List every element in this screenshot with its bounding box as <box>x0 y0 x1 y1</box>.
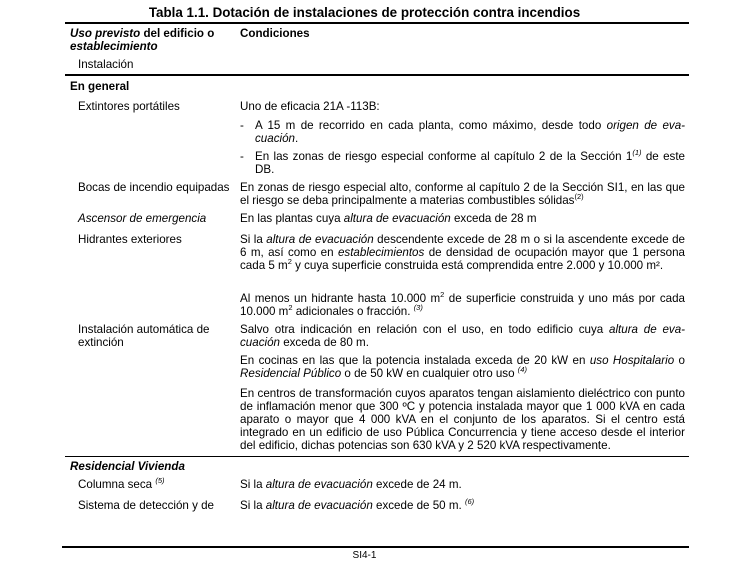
row-ascensor-label: Ascensor de emergencia <box>78 212 207 225</box>
row-deteccion-label: Sistema de detección y de <box>78 499 214 512</box>
footnote-ref[interactable]: (2) <box>574 192 584 201</box>
text: En cocinas en las que la potencia instalada exceda de 20 kW en <box>240 354 590 367</box>
header-col1 <box>70 27 235 53</box>
row-extintores-label: Extintores portátiles <box>78 100 180 113</box>
row-bocas-label: Bocas de incendio equipadas <box>78 181 230 194</box>
footnote-ref[interactable]: (5) <box>155 476 165 485</box>
text: excede de 24 m. <box>372 478 462 491</box>
row-extintores-intro: Uno de eficacia 21A -113B: <box>240 100 380 113</box>
header-establecimiento: establecimiento <box>70 40 158 53</box>
row-extincion-p1 <box>240 323 685 349</box>
term-altura-evacuacion: altura de evacuación <box>343 212 451 225</box>
text: de densidad de ocupación mayor que 1 persona cada 5 m <box>240 246 685 272</box>
text: descendente excede de 28 m o si la ascendente excede de 6 m, así como en <box>240 233 686 259</box>
text: Columna seca <box>78 478 156 491</box>
table-top-rule <box>65 22 689 24</box>
text: excede de 50 m. <box>372 499 465 512</box>
text: Salvo otra indicación en relación con el uso, en todo edificio cuya <box>240 323 609 336</box>
term-altura-evacuacion: altura de evacuación <box>265 478 373 491</box>
text: . <box>294 132 299 145</box>
text: exceda de 28 m <box>450 212 537 225</box>
text: En zonas de riesgo especial alto, conforme al capítulo 2 de la Sección SI1, en las que el riesgo se deba principalmente a materias combustibles sólidas <box>240 181 685 207</box>
row-columna-seca-conditions <box>240 478 685 491</box>
row-extintores-bullet-1 <box>255 119 685 145</box>
row-extintores-bullet-2 <box>255 150 685 176</box>
term-uso-hospitalario: uso Hospitalario <box>589 354 675 367</box>
footnote-ref[interactable]: (6) <box>464 497 475 506</box>
row-hidrantes-label: Hidrantes exteriores <box>78 233 182 246</box>
footnote-ref[interactable]: (1) <box>632 148 642 157</box>
term-establecimientos: establecimientos <box>337 246 425 259</box>
text: y cuya superficie construida está comprendida entre 2.000 y 10.000 m². <box>291 259 664 272</box>
term-altura-evacuacion: altura de evacuación <box>265 499 373 512</box>
text: En las plantas cuya <box>240 212 344 225</box>
text: exceda de 80 m. <box>279 336 369 349</box>
row-hidrantes-p1 <box>240 233 685 272</box>
text: En las zonas de riesgo especial conforme al capítulo 2 de la Sección 1 <box>255 150 633 163</box>
table-title: Tabla 1.1. Dotación de instalaciones de protección contra incendios <box>148 5 581 20</box>
footer-rule <box>62 546 689 548</box>
superscript: 2 <box>440 290 445 299</box>
page-number: SI4-1 <box>352 550 377 561</box>
term-residencial-publico: Residencial Público <box>240 367 342 380</box>
row-extincion-label: Instalación automática de extinción <box>78 323 210 349</box>
row-hidrantes-p2 <box>240 292 685 318</box>
row-columna-seca-label <box>78 478 243 491</box>
row-deteccion-conditions <box>240 499 685 512</box>
footnote-ref[interactable]: (3) <box>413 303 423 312</box>
header-bottom-rule <box>65 74 689 76</box>
text: Si la <box>240 499 266 512</box>
section-label-general: En general <box>70 80 130 93</box>
text: Si la <box>240 478 266 491</box>
bullet-marker: - <box>240 150 244 163</box>
superscript: 2 <box>287 257 292 266</box>
text: de este DB. <box>255 150 685 176</box>
text: o de 50 kW en cualquier otro uso <box>341 367 518 380</box>
term-altura-evacuacion: altura de evacuación <box>266 233 374 246</box>
section-label-residencial: Residencial Vivienda <box>70 460 185 473</box>
text: A 15 m de recorrido en cada planta, como máximo, desde todo <box>255 119 607 132</box>
bullet-marker: - <box>240 119 244 132</box>
text: Si la <box>240 233 267 246</box>
row-bocas-conditions <box>240 181 685 207</box>
header-installation: Instalación <box>78 58 134 71</box>
footnote-ref[interactable]: (4) <box>517 365 527 374</box>
row-ascensor-conditions <box>240 212 685 225</box>
superscript: 2 <box>288 303 293 312</box>
header-conditions: Condiciones <box>240 27 310 40</box>
row-extincion-p2 <box>240 354 685 380</box>
text: adicionales o fracción. <box>292 305 414 318</box>
term-origen-evacuacion: origen de eva-cuación <box>255 119 685 145</box>
text: o <box>674 354 685 367</box>
header-del-edificio: del edificio o <box>140 27 215 40</box>
section-divider <box>65 456 689 457</box>
text: de superficie construida y uno más por cada 10.000 m <box>240 292 685 318</box>
text: Al menos un hidrante hasta 10.000 m <box>240 292 441 305</box>
row-extincion-p3: En centros de transformación cuyos aparatos tengan aislamiento dieléctrico con punto de inflamación menor que 300 ºC y potencia instalada mayor que 1 000 kVA en cada aparato o mayor que 4 000 kVA en el conjunto de los aparatos. Si el centro está integrado en un edificio de uso Pública Concurrencia y tiene acceso desde el interior del edificio, dichas potencias son 630 kVA y 2 520 kVA respectivamente. <box>240 387 685 452</box>
header-uso-previsto: Uso previsto <box>70 27 141 40</box>
term-altura-evacuacion: altura de eva-cuación <box>240 323 685 349</box>
